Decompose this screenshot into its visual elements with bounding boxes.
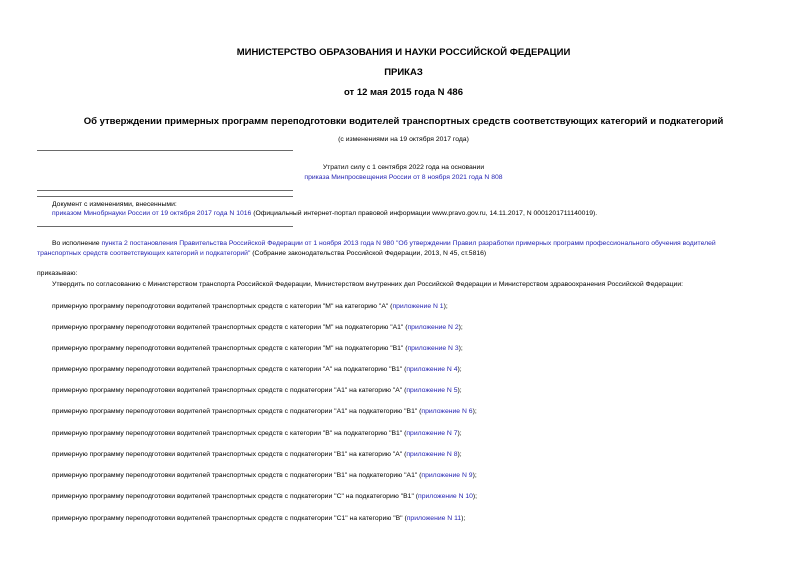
appendix-link[interactable]: приложение N 5 (406, 387, 458, 394)
divider-line (37, 196, 293, 197)
appendix-link[interactable]: приложение N 10 (418, 493, 473, 500)
appendix-link[interactable]: приложение N 6 (421, 408, 473, 415)
preamble-suffix: (Собрание законодательства Российской Федерации, 2013, N 45, ст.5816) (250, 250, 487, 257)
changes-link[interactable]: приказом Минобрнауки России от 19 октября 2017 года N 1016 (52, 210, 252, 217)
preamble-line-1 (52, 239, 716, 249)
doc-type-heading: ПРИКАЗ (384, 67, 423, 78)
appendix-link[interactable]: приложение N 7 (406, 430, 458, 437)
changes-source: (Официальный интернет-портал правовой информации www.pravo.gov.ru, 14.11.2017, N 0001201711140019). (251, 210, 598, 217)
changes-intro: Документ с изменениями, внесенными: (52, 201, 177, 208)
divider-line (37, 226, 293, 227)
program-item: примерную программу переподготовки водителей транспортных средств с категории "А" на подкатегорию "В1" (приложение N 4); (52, 366, 462, 373)
program-item: примерную программу переподготовки водителей транспортных средств с подкатегории "С" на подкатегорию "В1" (приложение N 10); (52, 493, 478, 500)
program-item: примерную программу переподготовки водителей транспортных средств с подкатегории "С1" на категорию "В" (приложение N 11); (52, 515, 466, 522)
ministry-heading: МИНИСТЕРСТВО ОБРАЗОВАНИЯ И НАУКИ РОССИЙСКОЙ ФЕДЕРАЦИИ (236, 47, 571, 58)
date-number-heading: от 12 мая 2015 года N 486 (343, 87, 464, 98)
appendix-link[interactable]: приложение N 4 (406, 366, 458, 373)
appendix-link[interactable]: приложение N 9 (421, 472, 473, 479)
appendix-link[interactable]: приложение N 8 (406, 451, 458, 458)
program-item: примерную программу переподготовки водителей транспортных средств с категории "М" на категорию "А" (приложение N 1); (52, 303, 448, 310)
appendix-link[interactable]: приложение N 11 (406, 515, 462, 522)
program-item: примерную программу переподготовки водителей транспортных средств с подкатегории "В1" на категорию "А" (приложение N 8); (52, 451, 462, 458)
document-title: Об утверждении примерных программ переподготовки водителей транспортных средств соответствующих категорий и подкатегорий (83, 116, 724, 127)
appendix-link[interactable]: приложение N 2 (407, 324, 459, 331)
appendix-link[interactable]: приложение N 1 (392, 303, 444, 310)
amendment-note: (с изменениями на 19 октября 2017 года) (338, 136, 469, 143)
lost-force-text: Утратил силу с 1 сентября 2022 года на основании (322, 164, 485, 171)
preamble-line-2 (37, 249, 486, 259)
divider-line (37, 190, 293, 191)
program-item: примерную программу переподготовки водителей транспортных средств с категории "В" на подкатегорию "В1" (приложение N 7); (52, 430, 462, 437)
program-item: примерную программу переподготовки водителей транспортных средств с категории "М" на подкатегорию "В1" (приложение N 3); (52, 345, 463, 352)
approve-line: Утвердить по согласованию с Министерством транспорта Российской Федерации, Министерством внутренних дел Российской Федерации и Министерством здравоохранения Российской Федерации: (52, 281, 684, 288)
decree-link[interactable]: пункта 2 постановления Правительства Российской Федерации от 1 ноября 2013 года N 980 "Об утверждении Правил разработки примерных программ профессионального обучения водителей (101, 240, 716, 247)
program-item: примерную программу переподготовки водителей транспортных средств с подкатегории "В1" на подкатегорию "А1" (приложение N 9); (52, 472, 477, 479)
program-item: примерную программу переподготовки водителей транспортных средств с подкатегории "А1" на категорию "А" (приложение N 5); (52, 387, 462, 394)
changes-line (52, 209, 597, 219)
lost-force-link[interactable]: приказа Минпросвещения России от 8 ноября 2021 года N 808 (304, 174, 503, 181)
preamble-prefix: Во исполнение (52, 240, 102, 247)
appendix-link[interactable]: приложение N 3 (407, 345, 459, 352)
program-item: примерную программу переподготовки водителей транспортных средств с категории "М" на подкатегорию "А1" (приложение N 2); (52, 324, 463, 331)
decree-link-cont[interactable]: транспортных средств соответствующих категорий и подкатегорий" (37, 250, 251, 257)
order-word: приказываю: (37, 270, 78, 277)
program-item: примерную программу переподготовки водителей транспортных средств с подкатегории "А1" на подкатегорию "В1" (приложение N 6); (52, 408, 477, 415)
divider-line (37, 150, 293, 151)
